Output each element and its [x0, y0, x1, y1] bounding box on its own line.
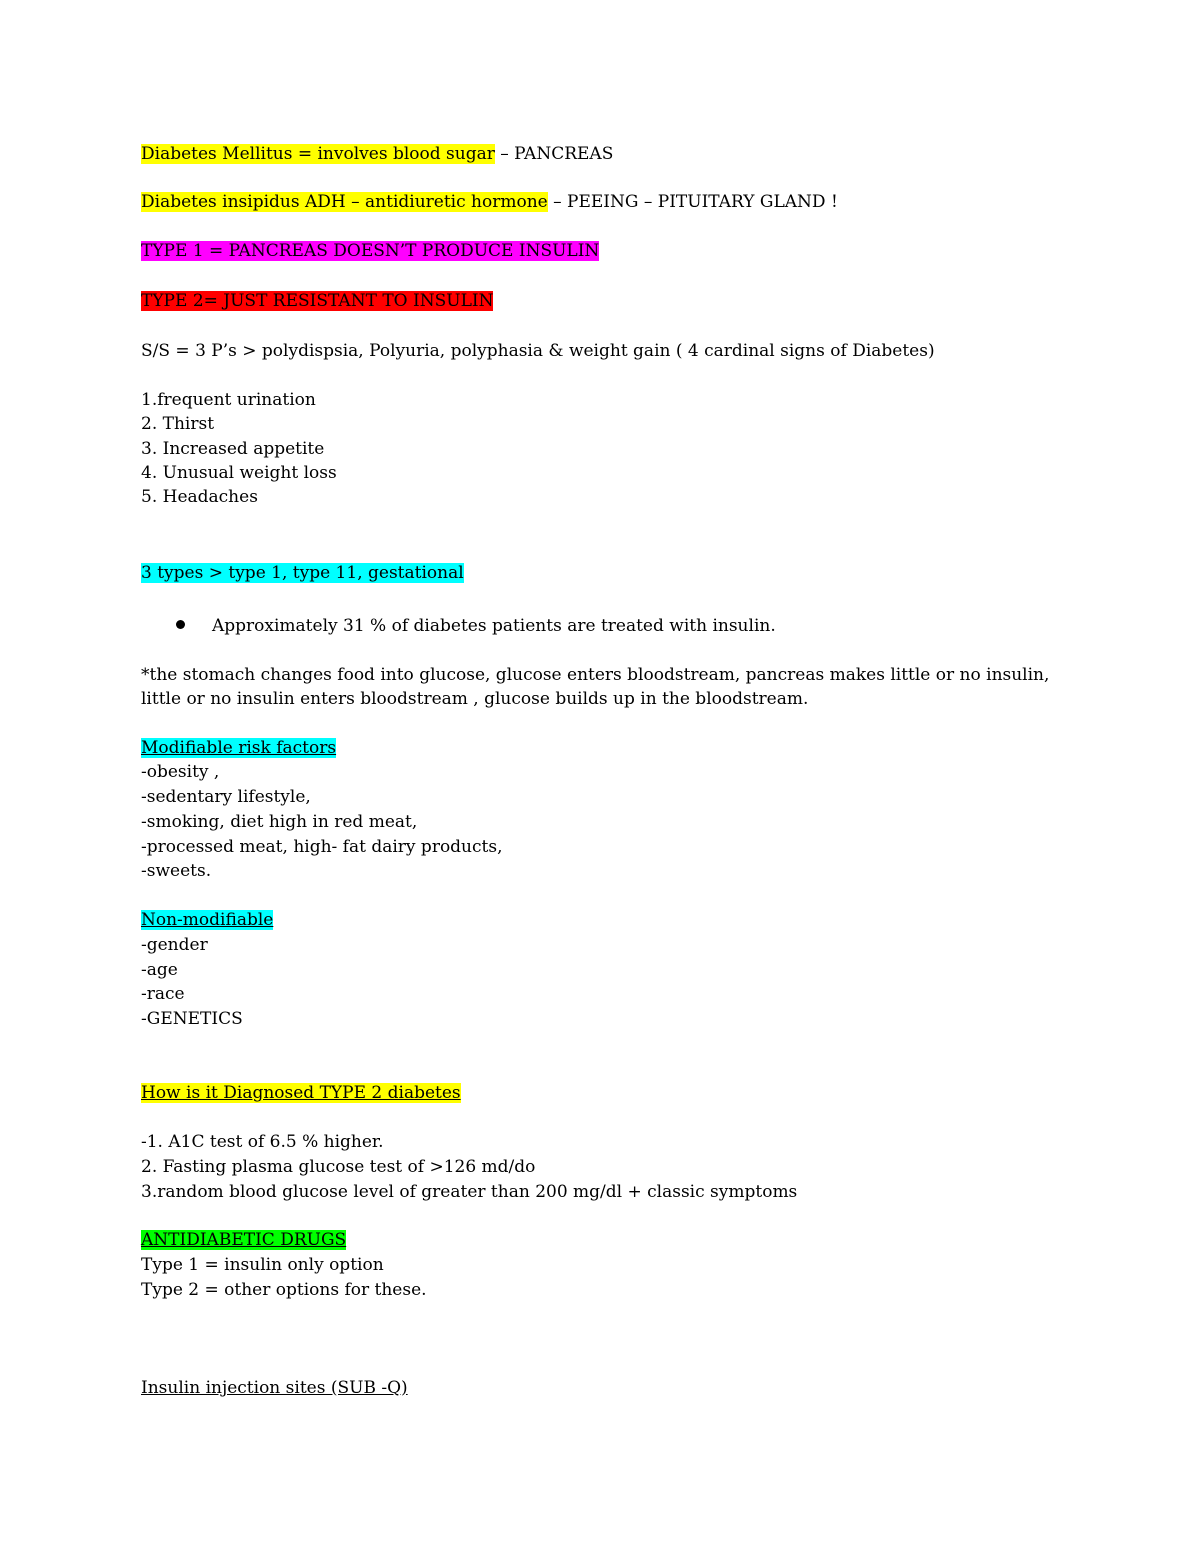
types-heading: 3 types > type 1, type 11, gestational [141, 563, 464, 583]
symptom-item: 4. Unusual weight loss [141, 463, 337, 483]
nonmod-item: -age [141, 960, 178, 980]
diabetes-insipidus-highlight: Diabetes insipidus ADH – antidiuretic hormone [141, 192, 548, 212]
diag-item: 2. Fasting plasma glucose test of >126 md/do [141, 1157, 536, 1177]
drugs-item: Type 1 = insulin only option [141, 1255, 384, 1275]
injection-heading-line [141, 1376, 408, 1400]
nonmod-heading-line [141, 908, 273, 932]
diabetes-mellitus-rest: – PANCREAS [494, 144, 614, 164]
symptom-item: 1.frequent urination [141, 390, 316, 410]
nonmod-heading: Non-modifiable [141, 910, 274, 930]
drugs-item: Type 2 = other options for these. [141, 1280, 427, 1300]
diag-item: -1. A1C test of 6.5 % higher. [141, 1132, 384, 1152]
symptom-item: 5. Headaches [141, 487, 258, 507]
modifiable-item: -sedentary lifestyle, [141, 787, 311, 807]
symptom-item: 3. Increased appetite [141, 439, 325, 459]
modifiable-item: -sweets. [141, 861, 212, 881]
modifiable-item: -obesity , [141, 762, 220, 782]
diag-item: 3.random blood glucose level of greater than 200 mg/dl + classic symptoms [141, 1182, 798, 1202]
diabetes-insipidus-line [141, 190, 838, 214]
nonmod-item: -GENETICS [141, 1009, 243, 1029]
modifiable-item: -smoking, diet high in red meat, [141, 812, 418, 832]
nonmod-item: -race [141, 984, 185, 1004]
modifiable-heading: Modifiable risk factors [141, 738, 337, 758]
symptom-item: 2. Thirst [141, 414, 215, 434]
diabetes-mellitus-highlight: Diabetes Mellitus = involves blood sugar [141, 144, 495, 164]
modifiable-item: -processed meat, high- fat dairy products, [141, 837, 503, 857]
drugs-heading: ANTIDIABETIC DRUGS [141, 1230, 347, 1250]
injection-heading: Insulin injection sites (SUB -Q) [141, 1378, 408, 1398]
diag-heading: How is it Diagnosed TYPE 2 diabetes [141, 1083, 461, 1103]
drugs-heading-line [141, 1228, 346, 1252]
types-heading-line [141, 561, 464, 585]
stomach-line-1: *the stomach changes food into glucose, glucose enters bloodstream, pancreas makes little or no insulin, [141, 665, 1050, 685]
type1-highlight: TYPE 1 = PANCREAS DOESN’T PRODUCE INSULIN [141, 241, 600, 261]
stomach-line-2: little or no insulin enters bloodstream , glucose builds up in the bloodstream. [141, 689, 809, 709]
signs-symptoms-line: S/S = 3 P’s > polydispsia, Polyuria, polyphasia & weight gain ( 4 cardinal signs of Diabetes) [141, 341, 935, 361]
diag-heading-line [141, 1081, 461, 1105]
type2-highlight: TYPE 2= JUST RESISTANT TO INSULIN [141, 291, 494, 311]
diabetes-insipidus-rest: – PEEING – PITUITARY GLAND ! [547, 192, 838, 212]
bullet-text: Approximately 31 % of diabetes patients are treated with insulin. [212, 616, 776, 636]
type1-line [141, 239, 599, 263]
diabetes-mellitus-line [141, 142, 613, 166]
bullet-icon [176, 620, 185, 629]
type2-line [141, 289, 493, 313]
modifiable-heading-line [141, 736, 336, 760]
nonmod-item: -gender [141, 935, 208, 955]
